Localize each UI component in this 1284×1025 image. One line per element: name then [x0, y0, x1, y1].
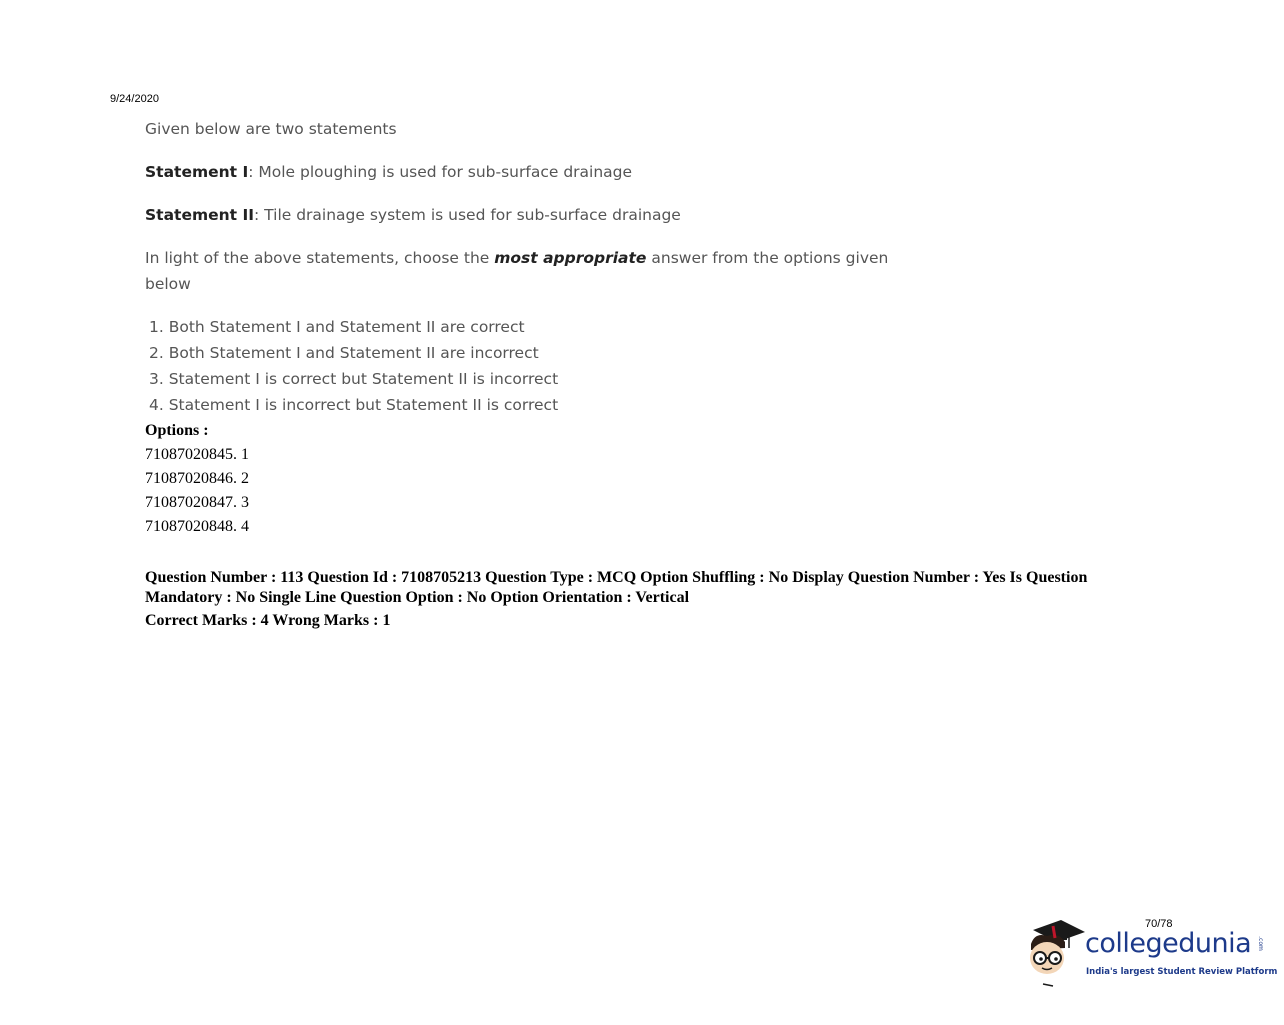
- page-number: 70/78: [1145, 918, 1173, 930]
- choice-item: 4. Statement I is incorrect but Statement II is correct: [149, 396, 559, 414]
- option-item: 71087020848. 4: [145, 518, 249, 535]
- instruction-post: answer from the options given below: [145, 249, 889, 293]
- marks-info: Correct Marks : 4 Wrong Marks : 1: [145, 612, 391, 629]
- choice-item: 2. Both Statement I and Statement II are incorrect: [149, 344, 539, 362]
- question-intro: Given below are two statements: [145, 120, 397, 138]
- collegedunia-logo: [1025, 918, 1278, 990]
- statement-1-label: Statement I: [145, 163, 249, 181]
- mascot-icon: [1025, 918, 1087, 990]
- instruction-pre: In light of the above statements, choose the: [145, 249, 495, 267]
- question-info: Question Number : 113 Question Id : 7108705213 Question Type : MCQ Option Shuffling : No Display Question Number : Yes Is Question Mandatory : No Single Line Question Option : No Option Orientation : Vertical: [145, 569, 1088, 606]
- print-date: 9/24/2020: [110, 93, 159, 105]
- statement-2-text: : Tile drainage system is used for sub-surface drainage: [254, 206, 681, 224]
- option-item: 71087020846. 2: [145, 470, 249, 487]
- options-list: [145, 419, 1145, 539]
- option-item: 71087020847. 3: [145, 494, 249, 511]
- statement-2-label: Statement II: [145, 206, 254, 224]
- logo-wordmark: collegedunia: [1085, 928, 1252, 959]
- option-item: 71087020845. 1: [145, 446, 249, 463]
- choice-item: 1. Both Statement I and Statement II are correct: [149, 318, 525, 336]
- statement-2: [145, 202, 905, 228]
- logo-tagline: India's largest Student Review Platform: [1086, 967, 1278, 977]
- answer-choices: [145, 314, 905, 418]
- logo-suffix: .com: [1256, 936, 1264, 951]
- statement-1: [145, 159, 905, 185]
- question-instruction: [145, 245, 905, 297]
- statement-1-text: : Mole ploughing is used for sub-surface drainage: [248, 163, 633, 181]
- options-heading: Options :: [145, 422, 209, 439]
- question-block: [145, 116, 905, 418]
- choice-item: 3. Statement I is correct but Statement II is incorrect: [149, 370, 559, 388]
- instruction-emphasis: most appropriate: [494, 249, 647, 267]
